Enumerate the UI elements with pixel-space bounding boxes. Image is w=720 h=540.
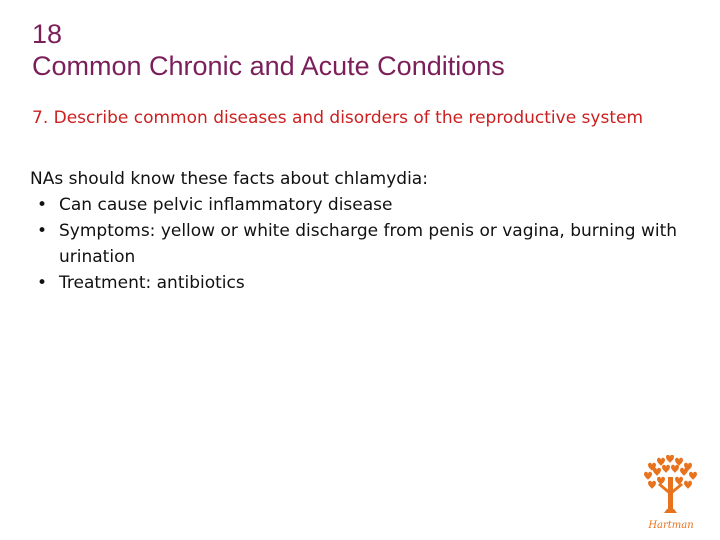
intro-text: NAs should know these facts about chlamydia:	[30, 169, 428, 189]
logo-text: Hartman	[648, 520, 694, 531]
hartman-logo	[640, 455, 702, 533]
list-item	[30, 192, 690, 218]
chapter-number: 18	[32, 19, 63, 49]
chapter-title: Common Chronic and Acute Conditions	[32, 51, 505, 81]
bullet-icon: •	[37, 221, 48, 241]
chapter-heading	[32, 18, 505, 82]
heart-tree-icon	[640, 455, 702, 533]
bullet-list	[30, 192, 690, 296]
list-item-text: Symptoms: yellow or white discharge from penis or vagina, burning with urination	[59, 221, 678, 267]
list-item	[30, 218, 690, 270]
list-item-text: Can cause pelvic inflammatory disease	[59, 195, 393, 215]
list-item	[30, 270, 690, 296]
list-item-text: Treatment: antibiotics	[59, 273, 245, 293]
bullet-icon: •	[37, 273, 48, 293]
bullet-icon: •	[37, 195, 48, 215]
learning-objective: 7. Describe common diseases and disorders of the reproductive system	[32, 108, 644, 128]
slide-body	[30, 166, 690, 296]
